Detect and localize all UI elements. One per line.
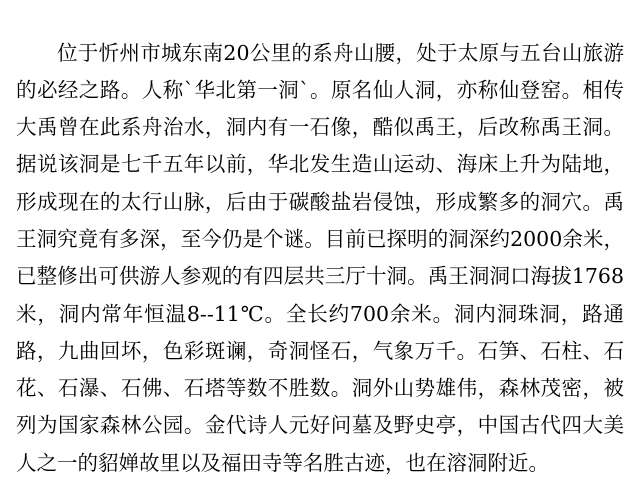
document-paragraph: 位于忻州市城东南20公里的系舟山腰，处于太原与五台山旅游的必经之路。人称`华北第一洞`。原名仙人洞，亦称仙登窑。相传大禹曾在此系舟治水，洞内有一石像，酷似禹王，后改称禹王洞。据说该洞是七千五年以前，华北发生造山运动、海床上升为陆地，形成现在的太行山脉，后由于碳酸盐岩侵蚀，形成繁多的洞穴。禹王洞究竟有多深，至今仍是个谜。目前已探明的洞深约2000余米，已整修出可供游人参观的有四层共三厅十洞。禹王洞洞口海拔1768米，洞内常年恒温8--11℃。全长约700余米。洞内洞珠洞，路通路，九曲回坏，色彩斑谰，奇洞怪石，气象万千。石笋、石柱、石花、石瀑、石佛、石塔等数不胜数。洞外山势雄伟，森林茂密，被列为国家森林公园。金代诗人元好问墓及野史亭，中国古代四大美人之一的貂婵故里以及福田寺等名胜古迹，也在溶洞附近。 <box>16 40 624 475</box>
